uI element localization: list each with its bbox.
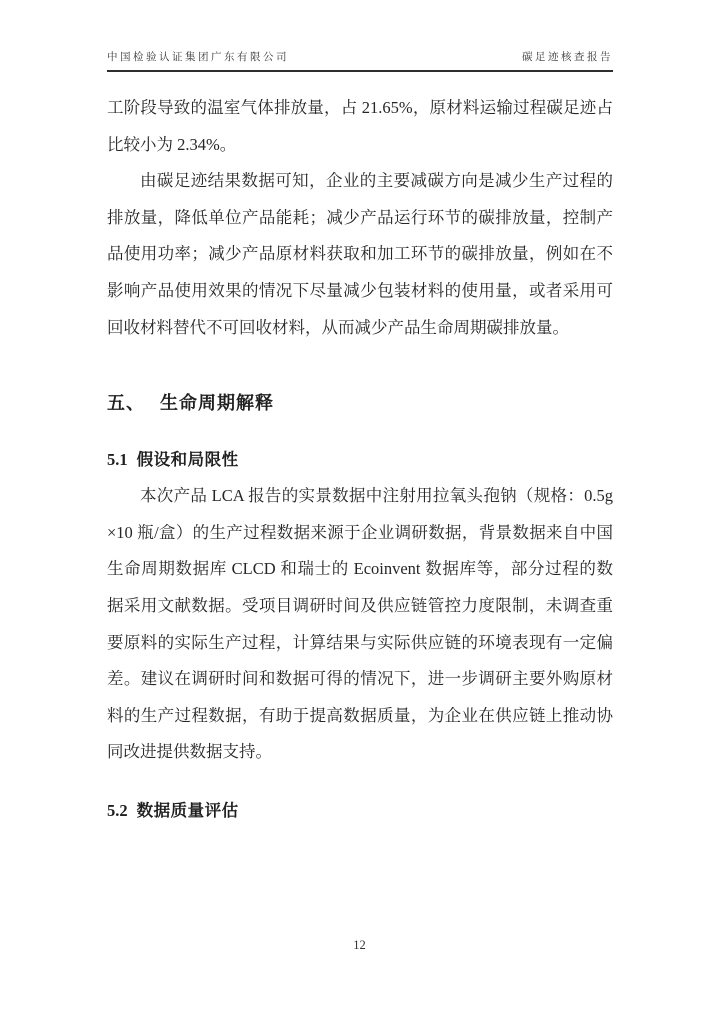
page-number: 12 (353, 938, 366, 952)
section-heading-data-quality-assessment (107, 799, 613, 823)
document-body (107, 90, 613, 823)
section-title: 数据质量评估 (136, 801, 239, 820)
section-number: 5.2 (107, 800, 128, 820)
section-title: 假设和局限性 (136, 451, 239, 470)
paragraph-carryover: 工阶段导致的温室气体排放量，占 21.65%，原材料运输过程碳足迹占比较小为 2.34%。 (107, 98, 613, 154)
header-report-title: 碳足迹核查报告 (522, 52, 613, 63)
section-heading-assumptions-limitations (107, 448, 613, 472)
chapter-heading-life-cycle-interpretation (107, 390, 613, 416)
paragraph-lca-data-sources: 本次产品 LCA 报告的实景数据中注射用拉氧头孢钠（规格：0.5g×10 瓶/盒）的生产过程数据来源于企业调研数据，背景数据来自中国生命周期数据库 CLCD 和瑞士的 Ecoinvent 数据库等，部分过程的数据采用文献数据。受项目调研时间及供应链管控力度限制，未调查重要原料的实际生产过程，计算结果与实际供应链的环境表现有一定偏差。建议在调研时间和数据可得的情况下，进一步调研主要外购原材料的生产过程数据，有助于提高数据质量，为企业在供应链上推动协同改进提供数据支持。 (107, 486, 613, 762)
header-company-name: 中国检验认证集团广东有限公司 (107, 52, 289, 63)
page-header (107, 0, 613, 72)
page-footer (0, 936, 719, 954)
paragraph-carbon-reduction-directions: 由碳足迹结果数据可知，企业的主要减碳方向是减少生产过程的排放量，降低单位产品能耗；减少产品运行环节的碳排放量，控制产品使用功率；减少产品原材料获取和加工环节的碳排放量，例如在不影响产品使用效果的情况下尽量减少包装材料的使用量，或者采用可回收材料替代不可回收材料，从而减少产品生命周期碳排放量。 (107, 171, 613, 337)
section-number: 5.1 (107, 450, 128, 470)
chapter-number: 五、 (107, 393, 145, 414)
chapter-title: 生命周期解释 (160, 393, 274, 414)
